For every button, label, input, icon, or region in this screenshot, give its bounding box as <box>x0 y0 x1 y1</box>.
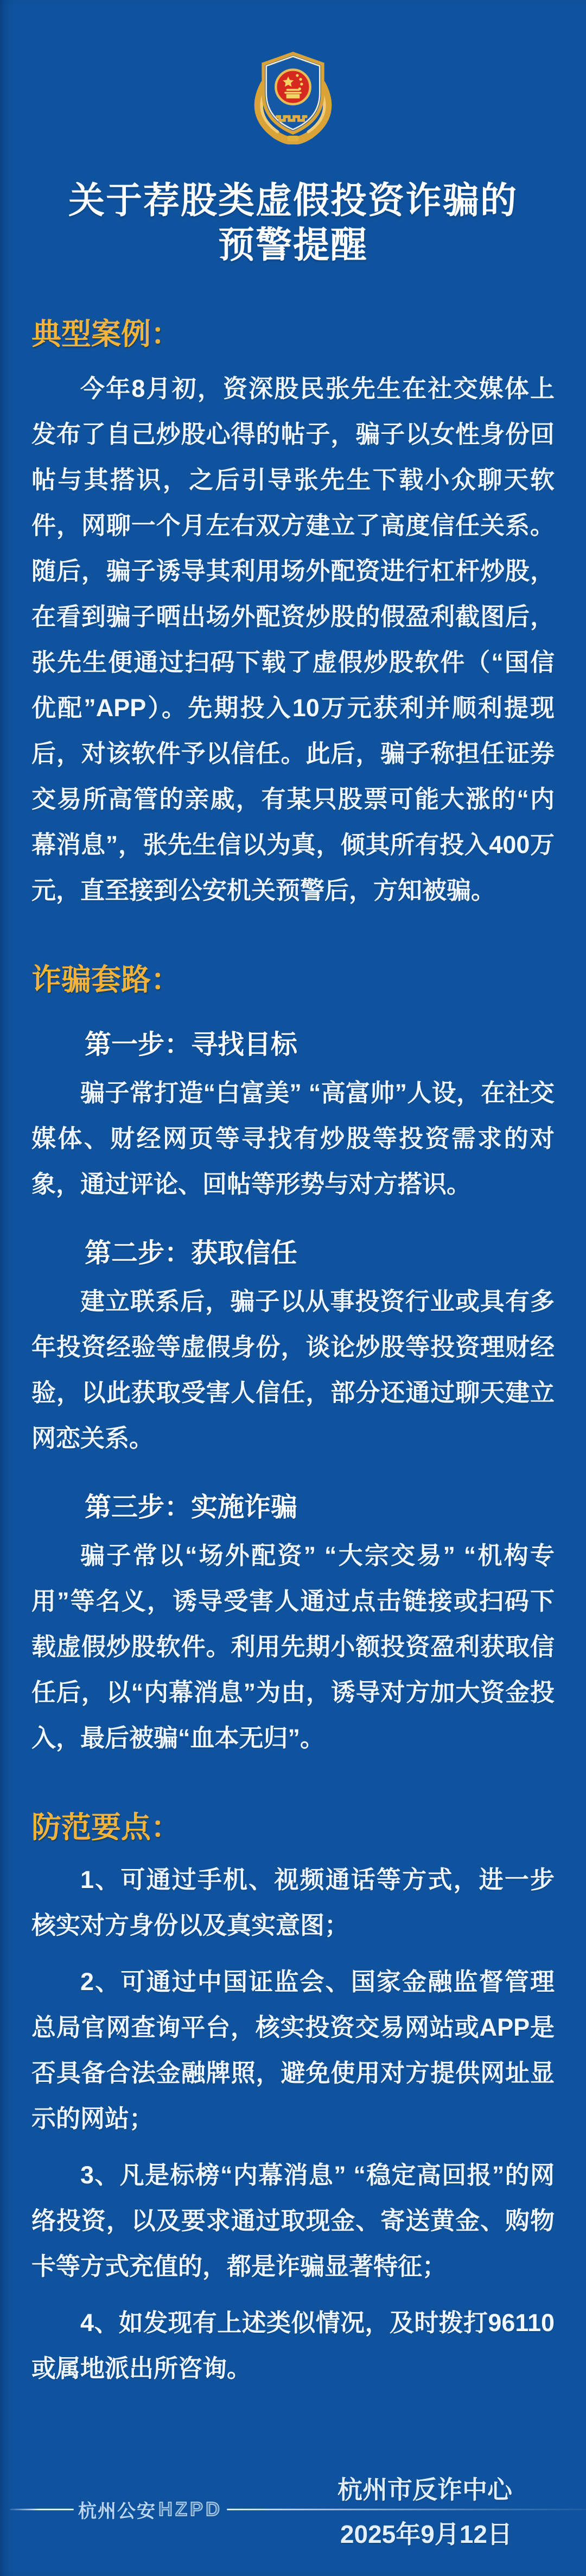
page-title <box>0 179 586 268</box>
step-2-title: 第二步：获取信任 <box>85 1239 298 1268</box>
signature-date: 2025年9月12日 <box>340 2520 512 2548</box>
police-badge-icon <box>245 47 341 147</box>
watermark-divider-left <box>10 2509 74 2510</box>
watermark-cn-label: 杭州公安 <box>78 2501 156 2522</box>
tip-item-3: 3、凡是标榜“内幕消息” “稳定高回报”的网络投资，以及要求通过取现金、寄送黄金、购物卡等方式充值的，都是诈骗显著特征； <box>31 2161 555 2280</box>
step-1-paragraph: 骗子常打造“白富美” “高富帅”人设，在社交媒体、财经网页等寻找有炒股等投资需求的对象，通过评论、回帖等形势与对方搭识。 <box>31 1079 555 1198</box>
section-heading-case: 典型案例： <box>31 317 181 351</box>
step-1-title: 第一步：寻找目标 <box>85 1030 298 1059</box>
tip-item-1: 1、可通过手机、视频通话等方式，进一步核实对方身份以及真实意图； <box>31 1866 555 1939</box>
signature-org: 杭州市反诈中心 <box>337 2476 512 2504</box>
notice-body <box>0 310 586 2556</box>
footer-watermark <box>0 2493 586 2525</box>
badge-container <box>0 0 586 147</box>
step-2-paragraph: 建立联系后，骗子以从事投资行业或具有多年投资经验等虚假身份，谈论炒股等投资理财经验，以此获取受害人信任，部分还通过聊天建立网恋关系。 <box>31 1287 555 1452</box>
page-title-line-2: 预警提醒 <box>218 225 368 266</box>
tip-item-2: 2、可通过中国证监会、国家金融监督管理总局官网查询平台，核实投资交易网站或APP是否具备合法金融牌照，避免使用对方提供网址显示的网站； <box>31 1968 555 2132</box>
watermark-en-label: HZPD <box>158 2498 222 2520</box>
page-title-line-1: 关于荐股类虚假投资诈骗的 <box>68 180 518 221</box>
step-3-title: 第三步：实施诈骗 <box>85 1493 298 1522</box>
case-paragraph: 今年8月初，资深股民张先生在社交媒体上发布了自己炒股心得的帖子，骗子以女性身份回帖与其搭识，之后引导张先生下载小众聊天软件，网聊一个月左右双方建立了高度信任关系。随后，骗子诱导其利用场外配资进行杠杆炒股，在看到骗子晒出场外配资炒股的假盈利截图后，张先生便通过扫码下载了虚假炒股软件（“国信优配”APP）。先期投入10万元获利并顺利提现后，对该软件予以信任。此后，骗子称担任证券交易所高管的亲戚，有某只股票可能大涨的“内幕消息”，张先生信以为真，倾其所有投入400万元，直至接到公安机关预警后，方知被骗。 <box>31 375 555 904</box>
tip-item-4: 4、如发现有上述类似情况，及时拨打96110或属地派出所咨询。 <box>31 2309 555 2382</box>
watermark-divider-right <box>227 2509 586 2510</box>
section-heading-tactics: 诈骗套路： <box>31 963 181 996</box>
section-heading-tips: 防范要点： <box>31 1810 181 1844</box>
step-3-paragraph: 骗子常以“场外配资” “大宗交易” “机构专用”等名义，诱导受害人通过点击链接或扫码下载虚假炒股软件。利用先期小额投资盈利获取信任后，以“内幕消息”为由，诱导对方加大资金投入，最后被骗“血本无归”。 <box>31 1542 555 1752</box>
